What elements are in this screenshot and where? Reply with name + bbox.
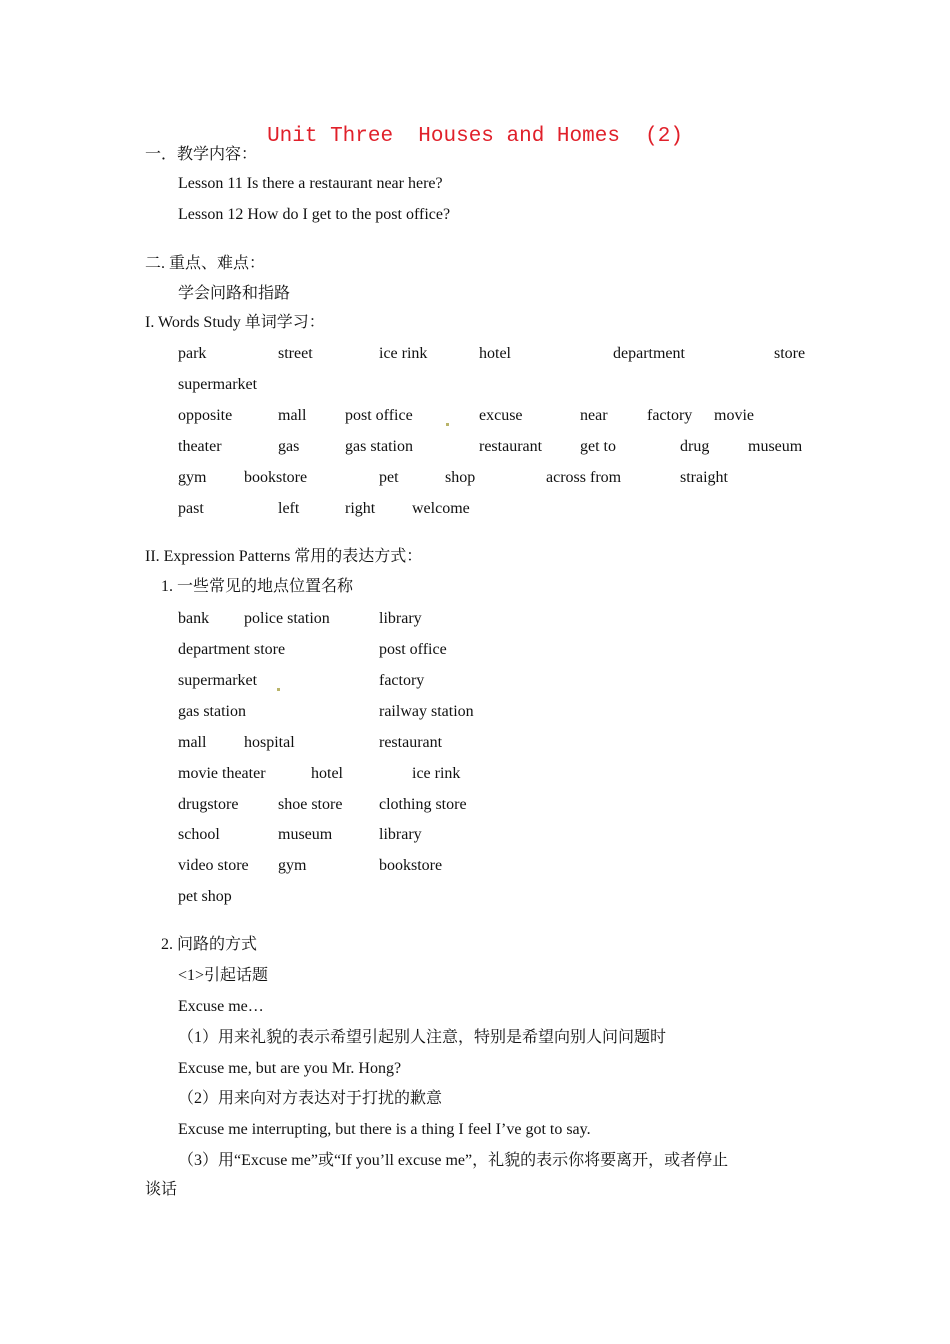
place: restaurant bbox=[379, 734, 443, 751]
word: opposite bbox=[178, 407, 233, 424]
word: ice rink bbox=[379, 345, 428, 362]
note-3-line2: 谈话 bbox=[145, 1181, 178, 1198]
place: railway station bbox=[379, 703, 474, 720]
word: gym bbox=[178, 469, 207, 486]
word: hotel bbox=[479, 345, 511, 362]
word: right bbox=[345, 500, 376, 517]
word: gas bbox=[278, 438, 300, 455]
place: department store bbox=[178, 641, 286, 658]
place: school bbox=[178, 826, 220, 843]
place: drugstore bbox=[178, 796, 239, 813]
word: theater bbox=[178, 438, 222, 455]
word: supermarket bbox=[178, 376, 258, 393]
lesson-11: Lesson 11 Is there a restaurant near here? bbox=[178, 175, 443, 192]
place: movie theater bbox=[178, 765, 266, 782]
place: factory bbox=[379, 672, 425, 689]
word: left bbox=[278, 500, 300, 517]
word: department bbox=[613, 345, 685, 362]
word: welcome bbox=[412, 500, 470, 517]
document-title: Unit Three Houses and Homes (2) bbox=[267, 125, 683, 148]
word: restaurant bbox=[479, 438, 543, 455]
note-3-line1: （3）用“Excuse me”或“If you’ll excuse me”，礼貌的表示你将要离开，或者停止 bbox=[178, 1152, 729, 1169]
stray-mark bbox=[445, 406, 450, 426]
word: post office bbox=[345, 407, 413, 424]
note-2: （2）用来向对方表达对于打扰的歉意 bbox=[178, 1090, 443, 1107]
example-1: Excuse me, but are you Mr. Hong? bbox=[178, 1060, 402, 1077]
place: museum bbox=[278, 826, 333, 843]
word: near bbox=[580, 407, 608, 424]
word: factory bbox=[647, 407, 693, 424]
example-2: Excuse me interrupting, but there is a thing I feel I’ve got to say. bbox=[178, 1121, 591, 1138]
section2-content: 学会问路和指路 bbox=[178, 285, 291, 302]
section1-heading: 一．教学内容： bbox=[145, 146, 258, 163]
excuse-me: Excuse me… bbox=[178, 998, 264, 1015]
place: post office bbox=[379, 641, 447, 658]
place: supermarket bbox=[178, 672, 258, 689]
place: video store bbox=[178, 857, 249, 874]
sub1-heading: 1. 一些常见的地点位置名称 bbox=[161, 578, 354, 595]
word: excuse bbox=[479, 407, 523, 424]
word: mall bbox=[278, 407, 307, 424]
place: mall bbox=[178, 734, 207, 751]
place: clothing store bbox=[379, 796, 467, 813]
stray-mark bbox=[276, 671, 281, 691]
place: hotel bbox=[311, 765, 343, 782]
word: shop bbox=[445, 469, 476, 486]
sub2-heading: 2. 问路的方式 bbox=[161, 936, 258, 953]
place: ice rink bbox=[412, 765, 461, 782]
word: movie bbox=[714, 407, 754, 424]
word: pet bbox=[379, 469, 399, 486]
word: museum bbox=[748, 438, 803, 455]
place: bookstore bbox=[379, 857, 443, 874]
word: park bbox=[178, 345, 207, 362]
word: past bbox=[178, 500, 204, 517]
place: gas station bbox=[178, 703, 246, 720]
place: gym bbox=[278, 857, 307, 874]
place: pet shop bbox=[178, 888, 232, 905]
expressions-heading: II. Expression Patterns 常用的表达方式： bbox=[145, 548, 423, 565]
lesson-12: Lesson 12 How do I get to the post office? bbox=[178, 206, 451, 223]
place: library bbox=[379, 826, 422, 843]
word: bookstore bbox=[244, 469, 308, 486]
word: street bbox=[278, 345, 313, 362]
place: hospital bbox=[244, 734, 295, 751]
place: library bbox=[379, 610, 422, 627]
word: gas station bbox=[345, 438, 413, 455]
word: drug bbox=[680, 438, 710, 455]
word: store bbox=[774, 345, 806, 362]
section2-heading: 二. 重点、难点： bbox=[145, 255, 266, 272]
word: straight bbox=[680, 469, 728, 486]
place: bank bbox=[178, 610, 210, 627]
place: shoe store bbox=[278, 796, 343, 813]
place: police station bbox=[244, 610, 330, 627]
words-heading: I. Words Study 单词学习： bbox=[145, 314, 325, 331]
sub2-step1: <1>引起话题 bbox=[178, 967, 269, 984]
word: get to bbox=[580, 438, 616, 455]
word: across from bbox=[546, 469, 622, 486]
note-1: （1）用来礼貌的表示希望引起别人注意，特别是希望向别人问问题时 bbox=[178, 1029, 667, 1046]
